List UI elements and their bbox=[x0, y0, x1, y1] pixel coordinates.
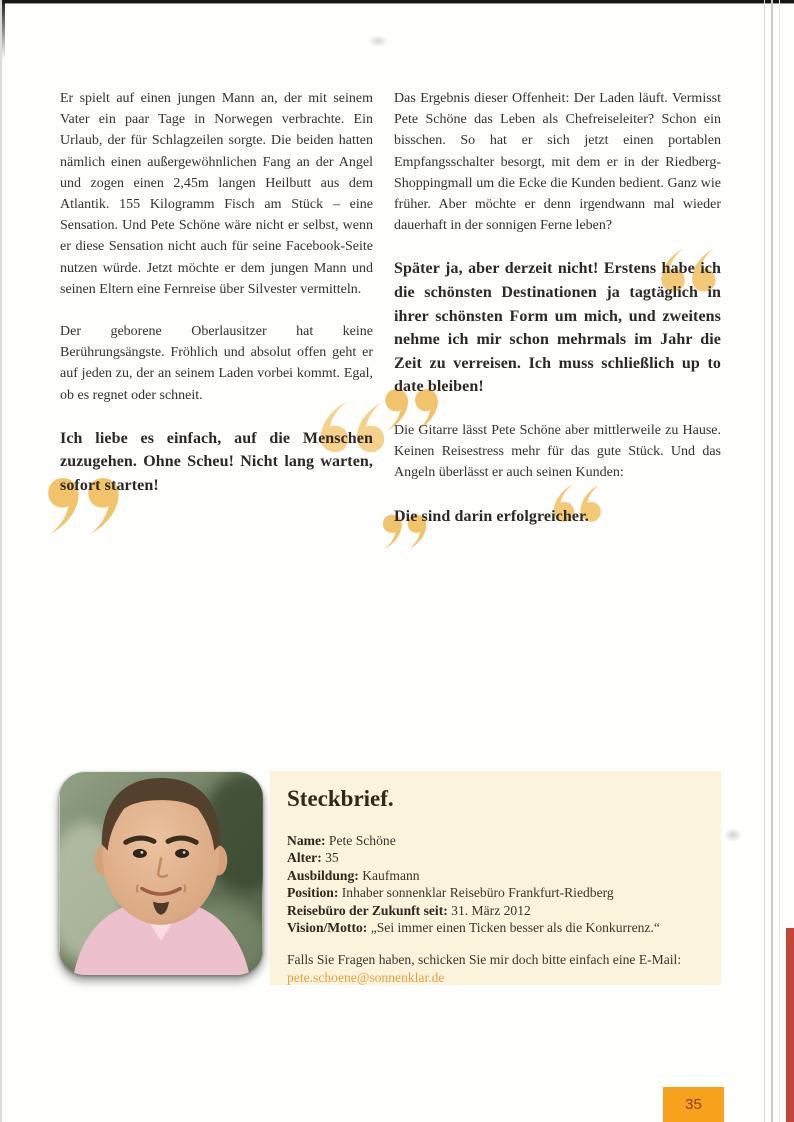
field-value: „Sei immer einen Ticken besser als die Konkurrenz.“ bbox=[370, 920, 660, 936]
article-paragraph: Der geborene Oberlausitzer hat keine Berührungsängste. Fröhlich und absolut offen geht er auf jeden zu, der an seinem Laden vorbei kommt. Egal, ob es regnet oder schneit. bbox=[60, 324, 373, 403]
profile-field-education bbox=[287, 867, 701, 884]
pull-quote: Später ja, aber derzeit nicht! Erstens habe ich die schönsten Destinationen ja tagtäglich in ihrer schönsten Form um mich, und zweitens nehme ich mir schon mehrmals im Jahr die Zeit zu verreisen. Ich muss schließlich up to date bleiben! bbox=[394, 260, 721, 396]
profile-field-position bbox=[287, 884, 701, 901]
article-paragraph: Das Ergebnis dieser Offenheit: Der Laden läuft. Vermisst Pete Schöne das Leben als Chefreiseleiter? Schon ein bisschen. So hat er sich jetzt einen portablen Empfangsschalter besorgt, mit dem er in der Riedberg-Shoppingmall um die Ecke die Kunden bedient. Ganz wie früher. Aber möchte er denn irgendwann mal wieder dauerhaft in der sonnigen Ferne leben? bbox=[394, 91, 721, 234]
article-column-left bbox=[60, 88, 373, 519]
profile-box bbox=[270, 771, 721, 985]
page-right-fold-line bbox=[771, 0, 773, 1122]
profile-contact bbox=[287, 951, 701, 986]
field-label: Alter: bbox=[287, 850, 322, 866]
field-label: Name: bbox=[287, 833, 326, 848]
pull-quote: Die sind darin erfolgreicher. bbox=[394, 507, 589, 525]
profile-field-motto bbox=[287, 919, 701, 936]
profile-field-age bbox=[287, 849, 701, 866]
profile-field-since bbox=[287, 902, 701, 919]
article-column-right bbox=[394, 88, 721, 549]
portrait-photo bbox=[59, 772, 263, 975]
profile-title: Steckbrief. bbox=[287, 786, 394, 811]
field-label: Reisebüro der Zukunft seit: bbox=[287, 902, 448, 918]
field-label: Vision/Motto: bbox=[287, 920, 368, 936]
article-paragraph: Er spielt auf einen jungen Mann an, der mit seinem Vater ein paar Tage in Norwegen verbrachte. Ein Urlaub, der für Schlagzeilen sorgte. Die beiden hatten nämlich einen außergewöhnlichen Fang an der Angel und zogen einen 2,45m langen Heilbutt aus dem Atlantik. 155 Kilogramm Fisch am Stück – eine Sensation. Und Pete Schöne wäre nicht er selbst, wenn er diese Sensation nicht auch für seine Facebook-Seite nutzen würde. Jetzt möchte er dem jungen Mann und seinen Eltern eine Fernreise über Silvester vermitteln. bbox=[60, 91, 373, 297]
page-top-edge-shadow bbox=[0, 3, 794, 4]
portrait-illustration bbox=[59, 772, 263, 975]
pull-quote: Ich liebe es einfach, auf die Menschen zuzugehen. Ohne Scheu! Nicht lang warten, sofort starten! bbox=[60, 429, 373, 495]
page-left-edge-faint bbox=[0, 0, 2, 1122]
page-number: 35 bbox=[685, 1096, 702, 1113]
field-value: Pete Schöne bbox=[328, 833, 396, 848]
next-page-red-edge bbox=[786, 928, 794, 1122]
scan-smudge bbox=[724, 828, 742, 842]
field-value: Kaufmann bbox=[362, 867, 420, 883]
profile-fields bbox=[287, 832, 701, 936]
contact-line: Falls Sie Fragen haben, schicken Sie mir doch bitte einfach eine E-Mail: bbox=[287, 952, 682, 968]
page-right-fold-line bbox=[779, 0, 780, 1122]
field-label: Ausbildung: bbox=[287, 867, 359, 883]
field-value: 35 bbox=[325, 850, 339, 866]
email-link[interactable]: pete.schoene@sonnenklar.de bbox=[287, 969, 445, 985]
page-right-fold-line bbox=[764, 0, 765, 1122]
field-value: Inhaber sonnenklar Reisebüro Frankfurt-Riedberg bbox=[341, 885, 614, 901]
scan-smudge bbox=[368, 35, 388, 47]
field-label: Position: bbox=[287, 885, 339, 901]
article-paragraph: Die Gitarre lässt Pete Schöne aber mittlerweile zu Hause. Keinen Reisestress mehr für das gute Stück. Und das Angeln überlässt er auch seinen Kunden: bbox=[394, 422, 721, 481]
field-value: 31. März 2012 bbox=[451, 902, 531, 918]
page-number-box bbox=[663, 1087, 724, 1122]
profile-field-name bbox=[287, 832, 701, 849]
